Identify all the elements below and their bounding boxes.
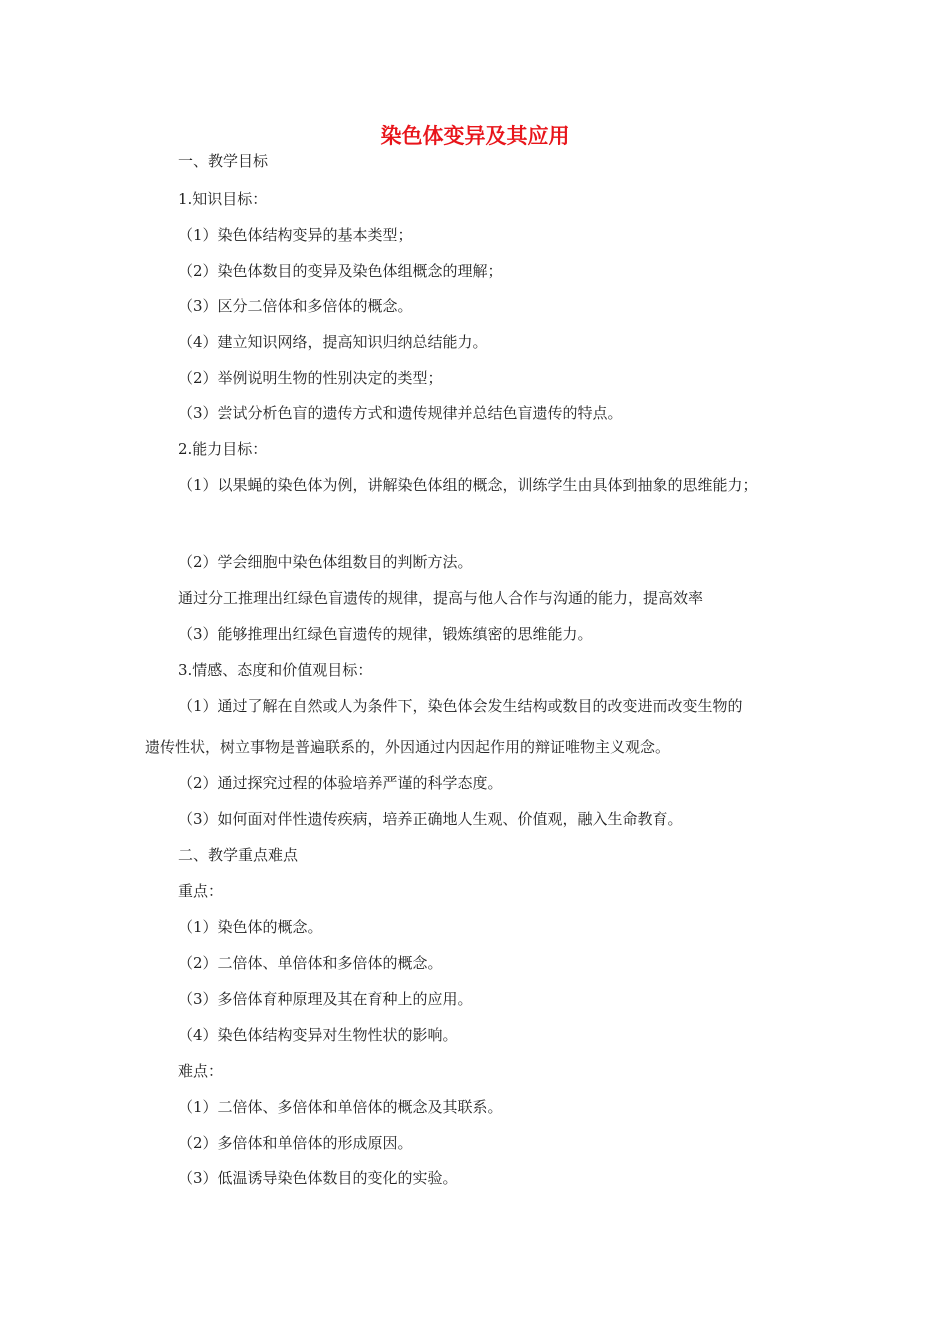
subheading-ability-objectives: 2.能力目标：: [178, 440, 268, 458]
text-line: （4）建立知识网络，提高知识归纳总结能力。: [178, 333, 488, 351]
text-line: （2）学会细胞中染色体组数目的判断方法。: [178, 553, 473, 571]
subheading-attitude-objectives: 3.情感、态度和价值观目标：: [178, 661, 373, 679]
text-line: （3）能够推理出红绿色盲遗传的规律，锻炼缜密的思维能力。: [178, 625, 593, 643]
text-line: 通过分工推理出红绿色盲遗传的规律，提高与他人合作与沟通的能力，提高效率: [178, 589, 704, 607]
text-line: （3）如何面对伴性遗传疾病，培养正确地人生观、价值观，融入生命教育。: [178, 810, 683, 828]
text-line: （1）染色体结构变异的基本类型；: [178, 226, 413, 244]
section-heading-teaching-objectives: 一、教学目标: [178, 152, 269, 170]
text-line: （2）多倍体和单倍体的形成原因。: [178, 1134, 413, 1152]
text-line: （1）二倍体、多倍体和单倍体的概念及其联系。: [178, 1098, 503, 1116]
section-heading-key-points: 二、教学重点难点: [178, 846, 299, 864]
text-line: （1）以果蝇的染色体为例，讲解染色体组的概念，训练学生由具体到抽象的思维能力；: [178, 476, 758, 494]
subheading-difficulties: 难点：: [178, 1062, 224, 1080]
text-line: （3）多倍体育种原理及其在育种上的应用。: [178, 990, 473, 1008]
text-line: （2）举例说明生物的性别决定的类型；: [178, 369, 443, 387]
text-line: （2）二倍体、单倍体和多倍体的概念。: [178, 954, 443, 972]
text-line: （3）区分二倍体和多倍体的概念。: [178, 297, 413, 315]
text-line: （3）低温诱导染色体数目的变化的实验。: [178, 1169, 458, 1187]
text-line: （2）染色体数目的变异及染色体组概念的理解；: [178, 262, 503, 280]
text-line: 遗传性状，树立事物是普遍联系的，外因通过内因起作用的辩证唯物主义观念。: [145, 738, 671, 756]
text-line: （3）尝试分析色盲的遗传方式和遗传规律并总结色盲遗传的特点。: [178, 404, 623, 422]
text-line: （4）染色体结构变异对生物性状的影响。: [178, 1026, 458, 1044]
text-line: （1）染色体的概念。: [178, 918, 323, 936]
text-line: （1）通过了解在自然或人为条件下，染色体会发生结构或数目的改变进而改变生物的: [178, 697, 743, 715]
subheading-knowledge-objectives: 1.知识目标：: [178, 190, 268, 208]
subheading-key-points: 重点：: [178, 882, 224, 900]
document-title: 染色体变异及其应用: [380, 124, 570, 148]
text-line: （2）通过探究过程的体验培养严谨的科学态度。: [178, 774, 503, 792]
